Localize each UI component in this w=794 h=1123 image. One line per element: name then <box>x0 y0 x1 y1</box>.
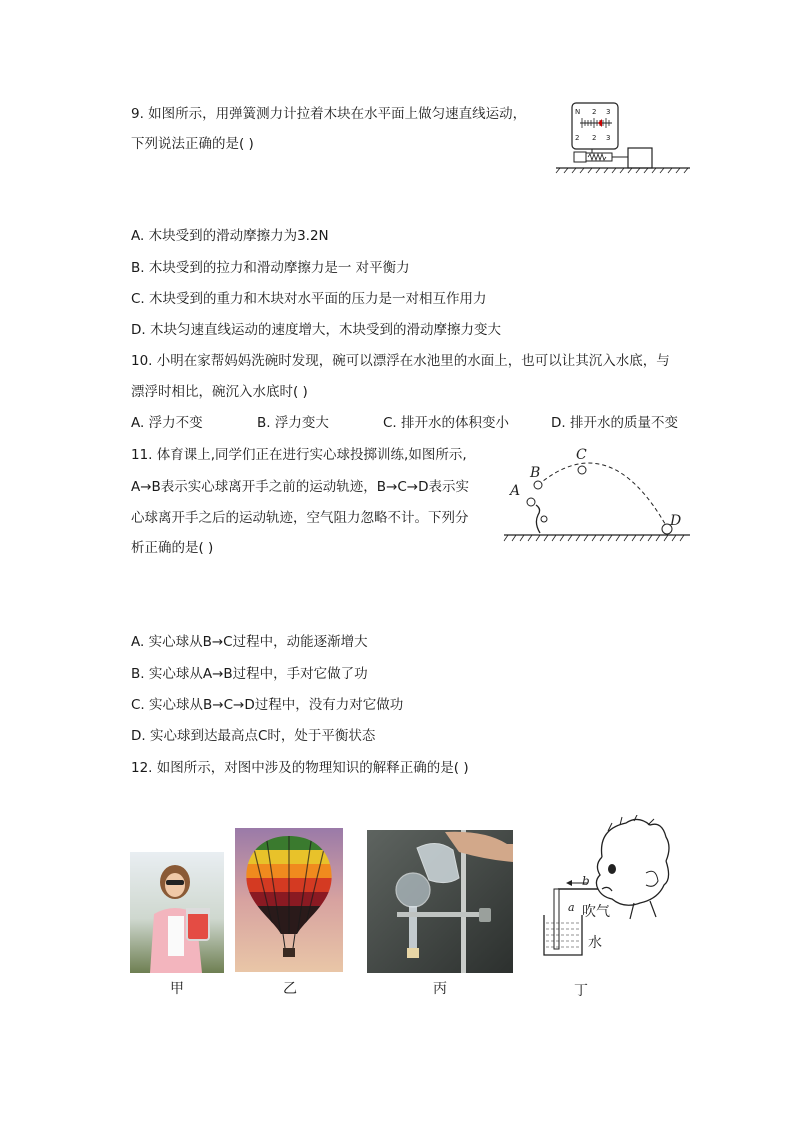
q9-scale-label-mid-top: 2 <box>592 108 597 116</box>
q12-caption-jia: 甲 <box>170 981 184 997</box>
q12-diagram-ding <box>538 815 674 967</box>
q11-trajectory-path <box>538 463 668 529</box>
q9-wood-block <box>628 148 652 168</box>
q10-option-d: D. 排开水的质量不变 <box>551 415 678 431</box>
q9-stem-line1: 9. 如图所示，用弹簧测力计拉着木块在水平面上做匀速直线运动， <box>131 106 527 122</box>
q12-ding-label-blow: 吹气 <box>582 904 610 920</box>
q11-ball-b <box>534 481 542 489</box>
q11-label-d: D <box>670 513 682 529</box>
q9-scale-label-n: N <box>575 108 581 116</box>
q10-stem-line1: 10. 小明在家帮妈妈洗碗时发现，碗可以漂浮在水池里的水面上，也可以让其沉入水底，与 <box>131 353 670 369</box>
q11-trajectory-figure <box>500 445 694 545</box>
q9-scale-handle <box>574 152 586 162</box>
q11-stem-line4: 析正确的是( ) <box>131 540 214 556</box>
q11-label-b: B <box>530 465 541 481</box>
q11-stem-line1: 11. 体育课上,同学们正在进行实心球投掷训练,如图所示, <box>131 447 467 463</box>
q11-stem-line3: 心球离开手之后的运动轨迹，空气阻力忽略不计。下列分 <box>131 510 469 526</box>
q11-ball-c <box>578 466 586 474</box>
q11-label-c: C <box>576 447 587 463</box>
q11-option-d: D. 实心球到达最高点C时，处于平衡状态 <box>131 728 376 744</box>
q12-caption-yi: 乙 <box>283 981 297 997</box>
q10-stem-line2: 漂浮时相比，碗沉入水底时( ) <box>131 384 308 400</box>
q11-ground-hatch <box>504 535 684 541</box>
q10-option-b: B. 浮力变大 <box>257 415 329 431</box>
q11-label-a: A <box>510 483 521 499</box>
q9-spring-scale-figure <box>552 100 692 175</box>
q9-ground-hatch <box>556 168 688 173</box>
q11-ball-a <box>527 498 535 506</box>
q12-ding-label-b: b <box>582 874 590 888</box>
q10-option-c: C. 排开水的体积变小 <box>383 415 510 431</box>
q9-scale-label-mid-bottom: 2 <box>592 134 597 142</box>
q9-option-d: D. 木块匀速直线运动的速度增大，木块受到的滑动摩擦力变大 <box>131 322 501 338</box>
q9-option-b: B. 木块受到的拉力和滑动摩擦力是一 对平衡力 <box>131 260 410 276</box>
q9-option-c: C. 木块受到的重力和木块对水平面的压力是一对相互作用力 <box>131 291 487 307</box>
q11-option-c: C. 实心球从B→C→D过程中，没有力对它做功 <box>131 697 404 713</box>
q11-option-b: B. 实心球从A→B过程中，手对它做了功 <box>131 666 368 682</box>
q9-stem-line2: 下列说法正确的是( ) <box>131 136 254 152</box>
q9-scale-label-left: 2 <box>575 134 580 142</box>
q11-stem-line2: A→B表示实心球离开手之前的运动轨迹，B→C→D表示实 <box>131 479 470 495</box>
q9-scale-label-right-bottom: 3 <box>606 134 611 142</box>
q9-option-a: A. 木块受到的滑动摩擦力为3.2N <box>131 228 329 244</box>
q9-scale-label-right-top: 3 <box>606 108 611 116</box>
q12-ding-label-water: 水 <box>588 935 602 951</box>
q12-photo-yi <box>235 828 343 972</box>
q12-caption-ding: 丁 <box>574 983 588 999</box>
q11-thrower-arm <box>536 505 540 533</box>
q12-ding-label-a: a <box>568 901 575 914</box>
q12-photo-jia <box>130 852 224 973</box>
q10-option-a: A. 浮力不变 <box>131 415 203 431</box>
q12-stem: 12. 如图所示，对图中涉及的物理知识的解释正确的是( ) <box>131 760 469 776</box>
q12-caption-bing: 丙 <box>433 981 447 997</box>
q11-option-a: A. 实心球从B→C过程中，动能逐渐增大 <box>131 634 368 650</box>
q12-photo-bing <box>367 830 513 973</box>
q11-thrower-head <box>541 516 547 522</box>
